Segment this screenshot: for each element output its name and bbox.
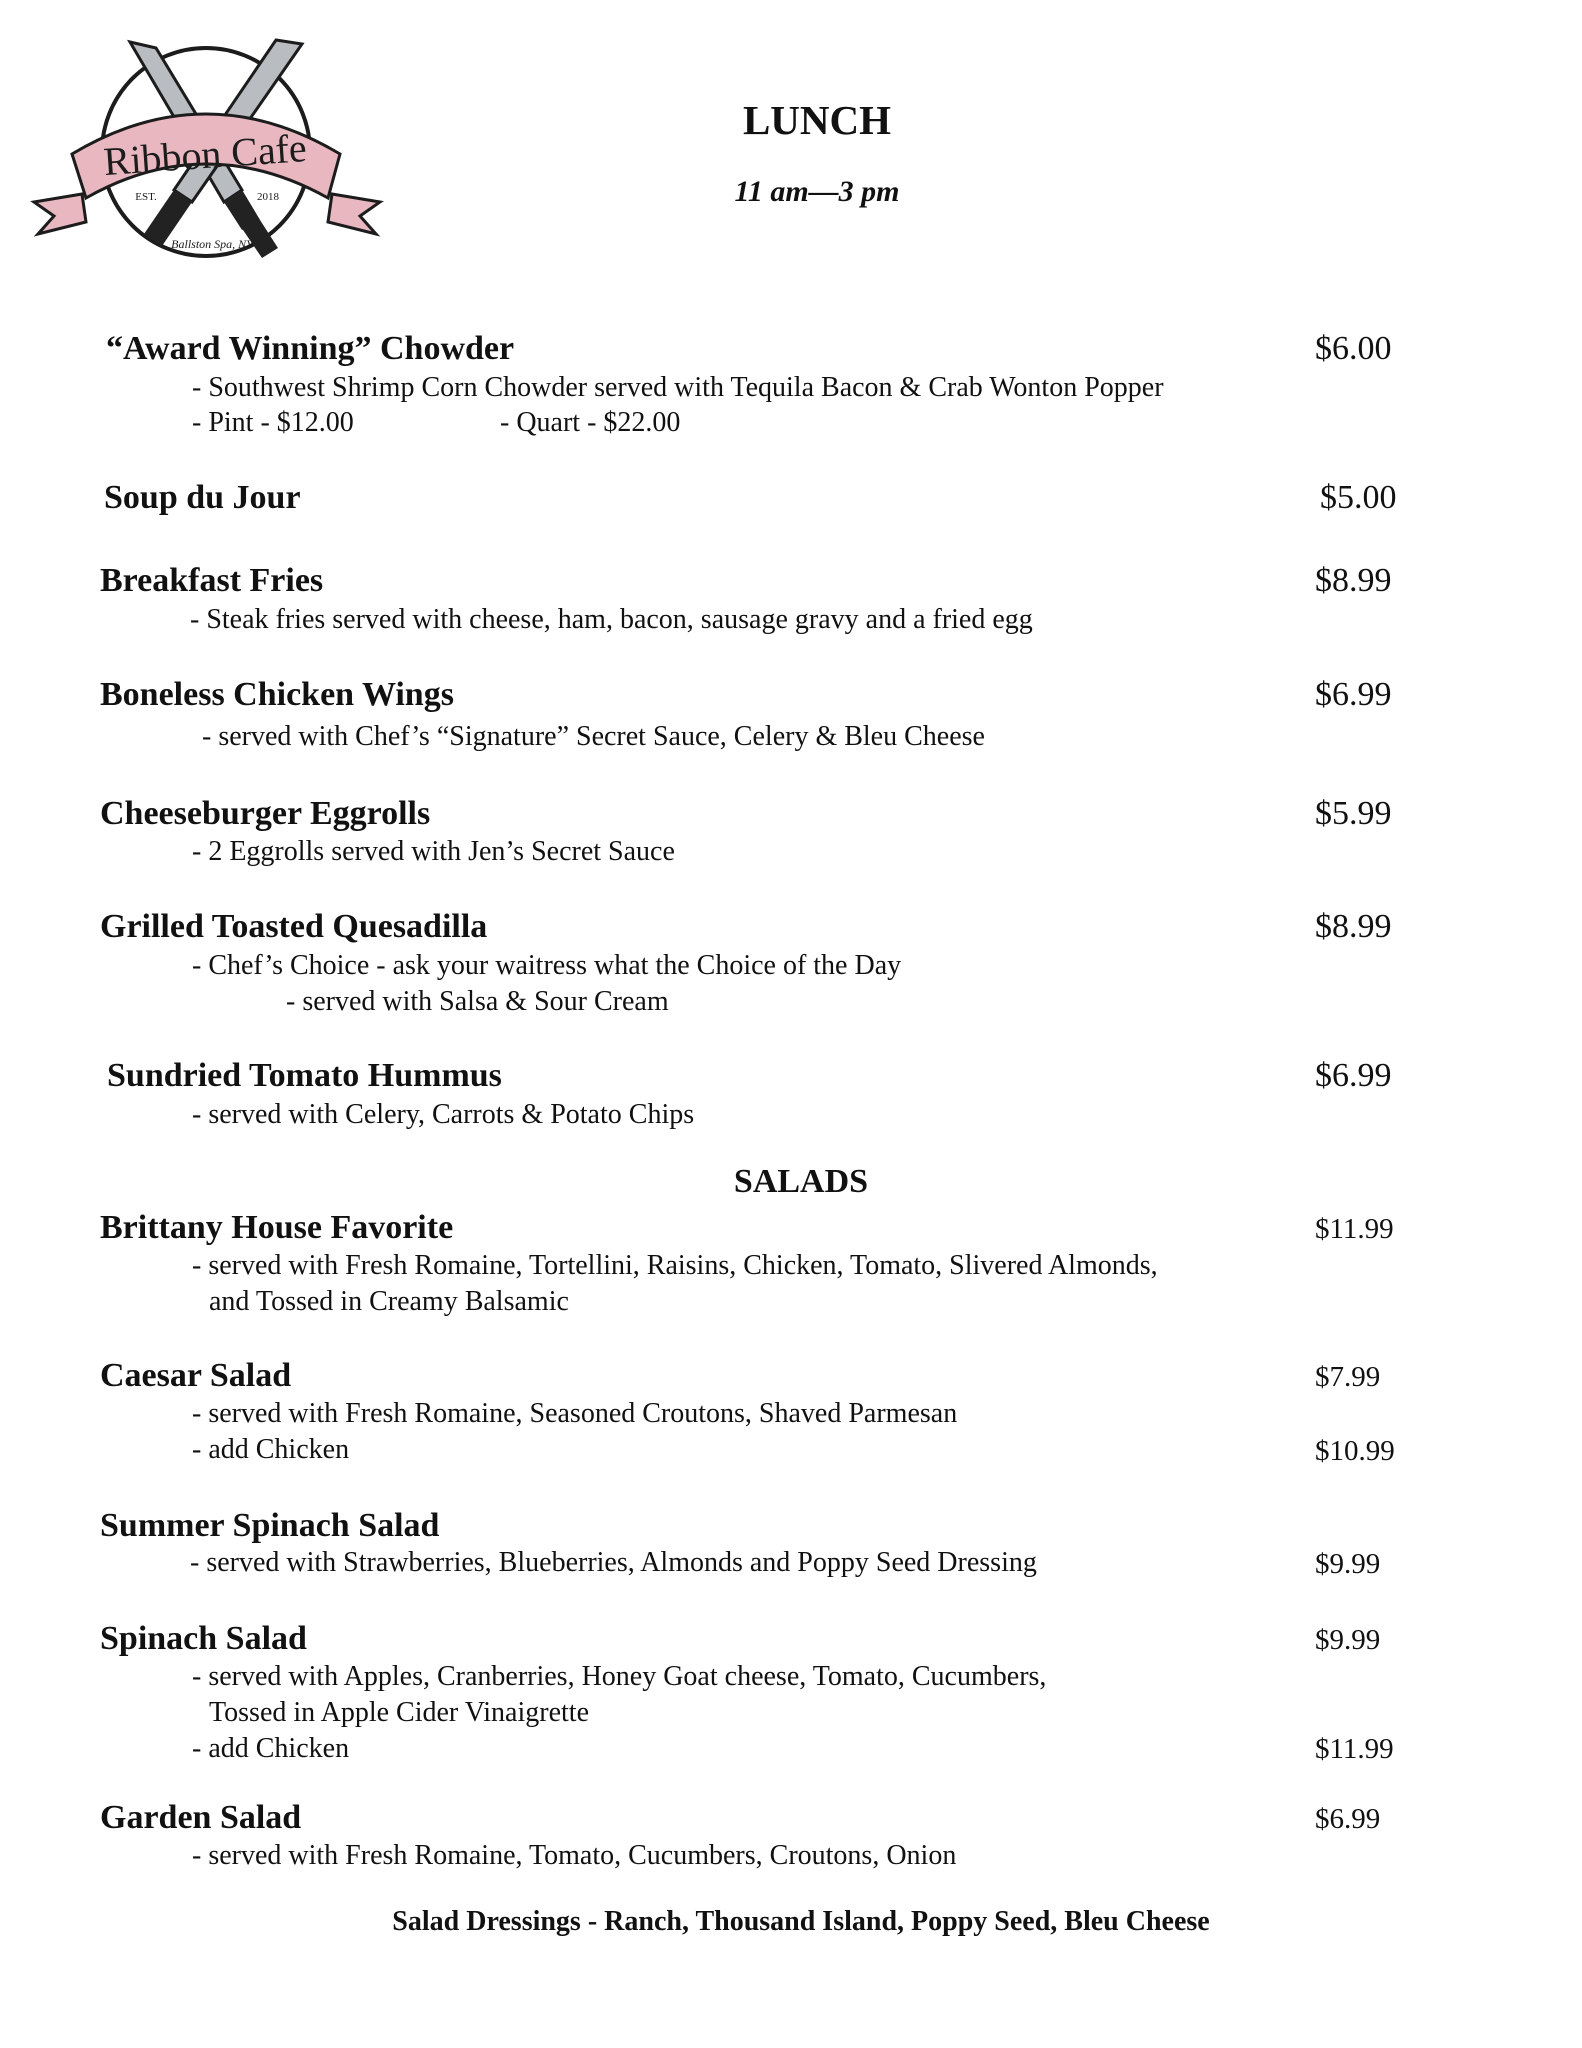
item-name: Sundried Tomato Hummus [107, 1057, 502, 1094]
item-description: - Southwest Shrimp Corn Chowder served with Tequila Bacon & Crab Wonton Popper [192, 372, 1164, 403]
salad-dressings-note: Salad Dressings - Ranch, Thousand Island, Poppy Seed, Bleu Cheese [392, 1906, 1210, 1937]
item-description: - served with Salsa & Sour Cream [286, 986, 669, 1017]
item-description: - served with Fresh Romaine, Tortellini, Raisins, Chicken, Tomato, Slivered Almonds, [192, 1250, 1158, 1281]
item-description: Tossed in Apple Cider Vinaigrette [209, 1697, 589, 1728]
item-price: $6.99 [1315, 676, 1392, 713]
addon-price: $11.99 [1315, 1733, 1394, 1765]
size-quart: - Quart - $22.00 [500, 407, 681, 438]
item-price: $8.99 [1315, 908, 1392, 945]
item-description: - Chef’s Choice - ask your waitress what the Choice of the Day [192, 950, 902, 981]
item-name: “Award Winning” Chowder [106, 330, 515, 367]
item-price: $6.99 [1315, 1803, 1381, 1835]
item-name: Brittany House Favorite [100, 1209, 454, 1246]
addon-label: - add Chicken [192, 1434, 350, 1465]
menu-hours: 11 am—3 pm [734, 175, 900, 208]
item-price: $5.99 [1315, 795, 1392, 832]
item-description: - served with Strawberries, Blueberries, Almonds and Poppy Seed Dressing [190, 1547, 1037, 1578]
item-name: Summer Spinach Salad [100, 1507, 440, 1544]
item-price: $5.00 [1320, 479, 1397, 516]
logo-name: Ribbon Cafe [102, 124, 309, 185]
item-price: $9.99 [1315, 1548, 1381, 1580]
size-pint: - Pint - $12.00 [192, 407, 354, 438]
addon-label: - add Chicken [192, 1733, 350, 1764]
item-price: $6.99 [1315, 1057, 1392, 1094]
item-price: $8.99 [1315, 562, 1392, 599]
menu-title: LUNCH [742, 97, 892, 143]
item-price: $7.99 [1315, 1361, 1381, 1393]
item-price: $9.99 [1315, 1624, 1381, 1656]
item-name: Boneless Chicken Wings [100, 676, 454, 713]
item-name: Caesar Salad [100, 1357, 292, 1394]
ribbon-cafe-logo [28, 34, 388, 274]
addon-price: $10.99 [1315, 1435, 1395, 1467]
logo-est: EST. [135, 191, 157, 203]
item-name: Grilled Toasted Quesadilla [100, 908, 488, 945]
item-name: Breakfast Fries [100, 562, 324, 599]
item-name: Cheeseburger Eggrolls [100, 795, 431, 832]
item-name: Soup du Jour [104, 479, 301, 516]
item-description: - served with Apples, Cranberries, Honey Goat cheese, Tomato, Cucumbers, [192, 1661, 1047, 1692]
item-description: - served with Fresh Romaine, Tomato, Cucumbers, Croutons, Onion [192, 1840, 957, 1871]
item-description: - Steak fries served with cheese, ham, bacon, sausage gravy and a fried egg [190, 604, 1033, 635]
item-price: $11.99 [1315, 1213, 1394, 1245]
item-description: - served with Fresh Romaine, Seasoned Croutons, Shaved Parmesan [192, 1398, 958, 1429]
item-description: and Tossed in Creamy Balsamic [209, 1286, 569, 1317]
item-name: Spinach Salad [100, 1620, 307, 1657]
item-name: Garden Salad [100, 1799, 302, 1836]
item-description: - served with Chef’s “Signature” Secret Sauce, Celery & Bleu Cheese [202, 721, 985, 752]
item-description: - served with Celery, Carrots & Potato Chips [192, 1099, 695, 1130]
item-price: $6.00 [1315, 330, 1392, 367]
section-title-salads: SALADS [733, 1163, 869, 1200]
item-description: - 2 Eggrolls served with Jen’s Secret Sauce [192, 836, 675, 867]
logo-year: 2018 [257, 191, 279, 203]
logo-location: Ballston Spa, NY [171, 237, 253, 251]
